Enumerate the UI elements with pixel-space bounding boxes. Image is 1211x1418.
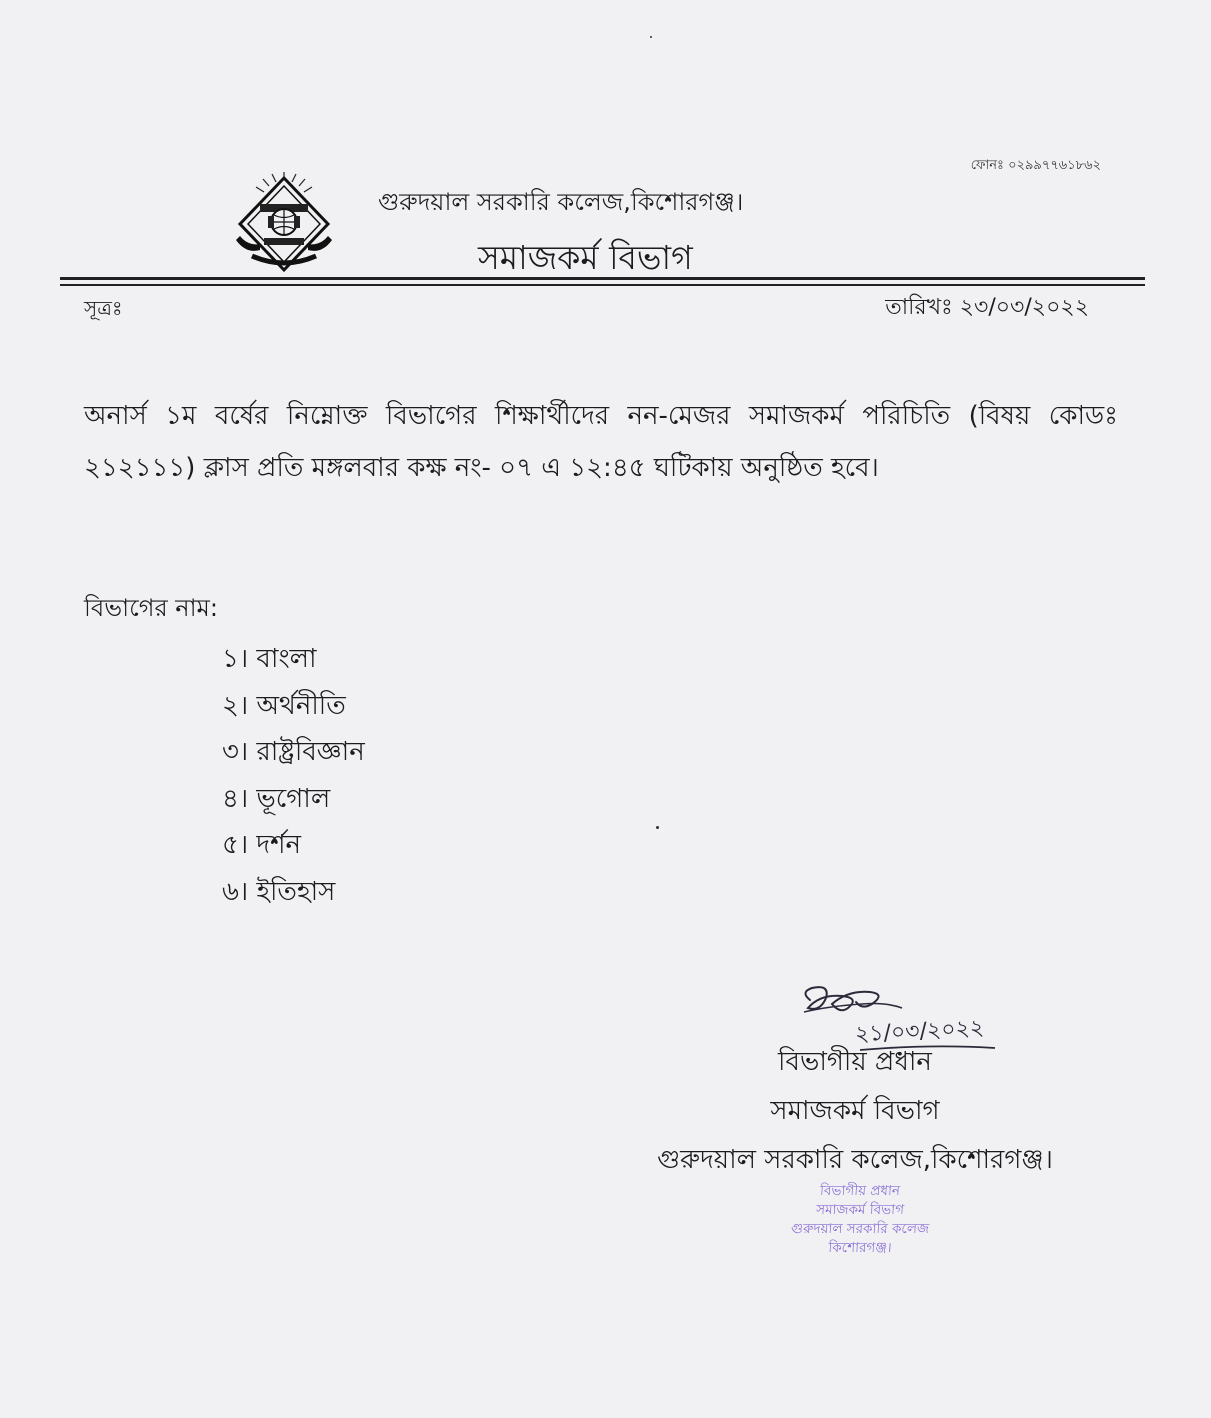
signatory-department: সমাজকর্ম বিভাগ xyxy=(770,1096,940,1126)
header-divider-thin xyxy=(60,284,1145,286)
list-item: ৩। রাষ্ট্রবিজ্ঞান xyxy=(222,737,365,767)
stamp-line: গুরুদয়াল সরকারি কলেজ xyxy=(790,1221,930,1237)
list-item: ২। অর্থনীতি xyxy=(222,690,346,721)
phone-number: ফোনঃ ০২৯৯৭৭৬১৮৬২ xyxy=(970,158,1101,173)
official-stamp xyxy=(740,1182,980,1258)
departments-list xyxy=(222,636,365,915)
notice-body: অনার্স ১ম বর্ষের নিম্নোক্ত বিভাগের শিক্ষার্থীদের নন-মেজর সমাজকর্ম পরিচিতি (বিষয় কোডঃ ২১২১১১) ক্লাস প্রতি মঙ্গলবার কক্ষ নং- ০৭ এ ১২:৪৫ ঘটিকায় অনুষ্ঠিত হবে। xyxy=(84,401,1118,483)
college-seal-logo xyxy=(230,170,338,278)
signatory-title: বিভাগীয় প্রধান xyxy=(778,1047,932,1077)
list-item: ৬। ইতিহাস xyxy=(222,876,336,907)
departments-heading: বিভাগের নাম: xyxy=(84,594,218,622)
list-item: ১। বাংলা xyxy=(222,644,317,674)
header-divider-thick xyxy=(60,277,1145,280)
notice-date: তারিখঃ ২৩/০৩/২০২২ xyxy=(885,295,1089,320)
department-title: সমাজকর্ম বিভাগ xyxy=(478,238,693,277)
signature-block xyxy=(615,1038,1095,1185)
stamp-line: বিভাগীয় প্রধান xyxy=(819,1183,901,1199)
list-item: ৫। দর্শন xyxy=(222,830,301,860)
paper-speck xyxy=(650,36,652,38)
signatory-college: গুরুদয়াল সরকারি কলেজ,কিশোরগঞ্জ। xyxy=(657,1145,1053,1175)
stamp-line: সমাজকর্ম বিভাগ xyxy=(815,1202,905,1218)
list-item: ৪। ভূগোল xyxy=(222,783,331,814)
reference-label: সূত্রঃ xyxy=(84,296,123,320)
stamp-line: কিশোরগঞ্জ। xyxy=(827,1240,893,1256)
college-name-heading: গুরুদয়াল সরকারি কলেজ,কিশোরগঞ্জ। xyxy=(378,188,744,216)
signature-date: ২১/০৩/২০২২ xyxy=(854,1015,985,1048)
paper-speck xyxy=(656,826,659,829)
